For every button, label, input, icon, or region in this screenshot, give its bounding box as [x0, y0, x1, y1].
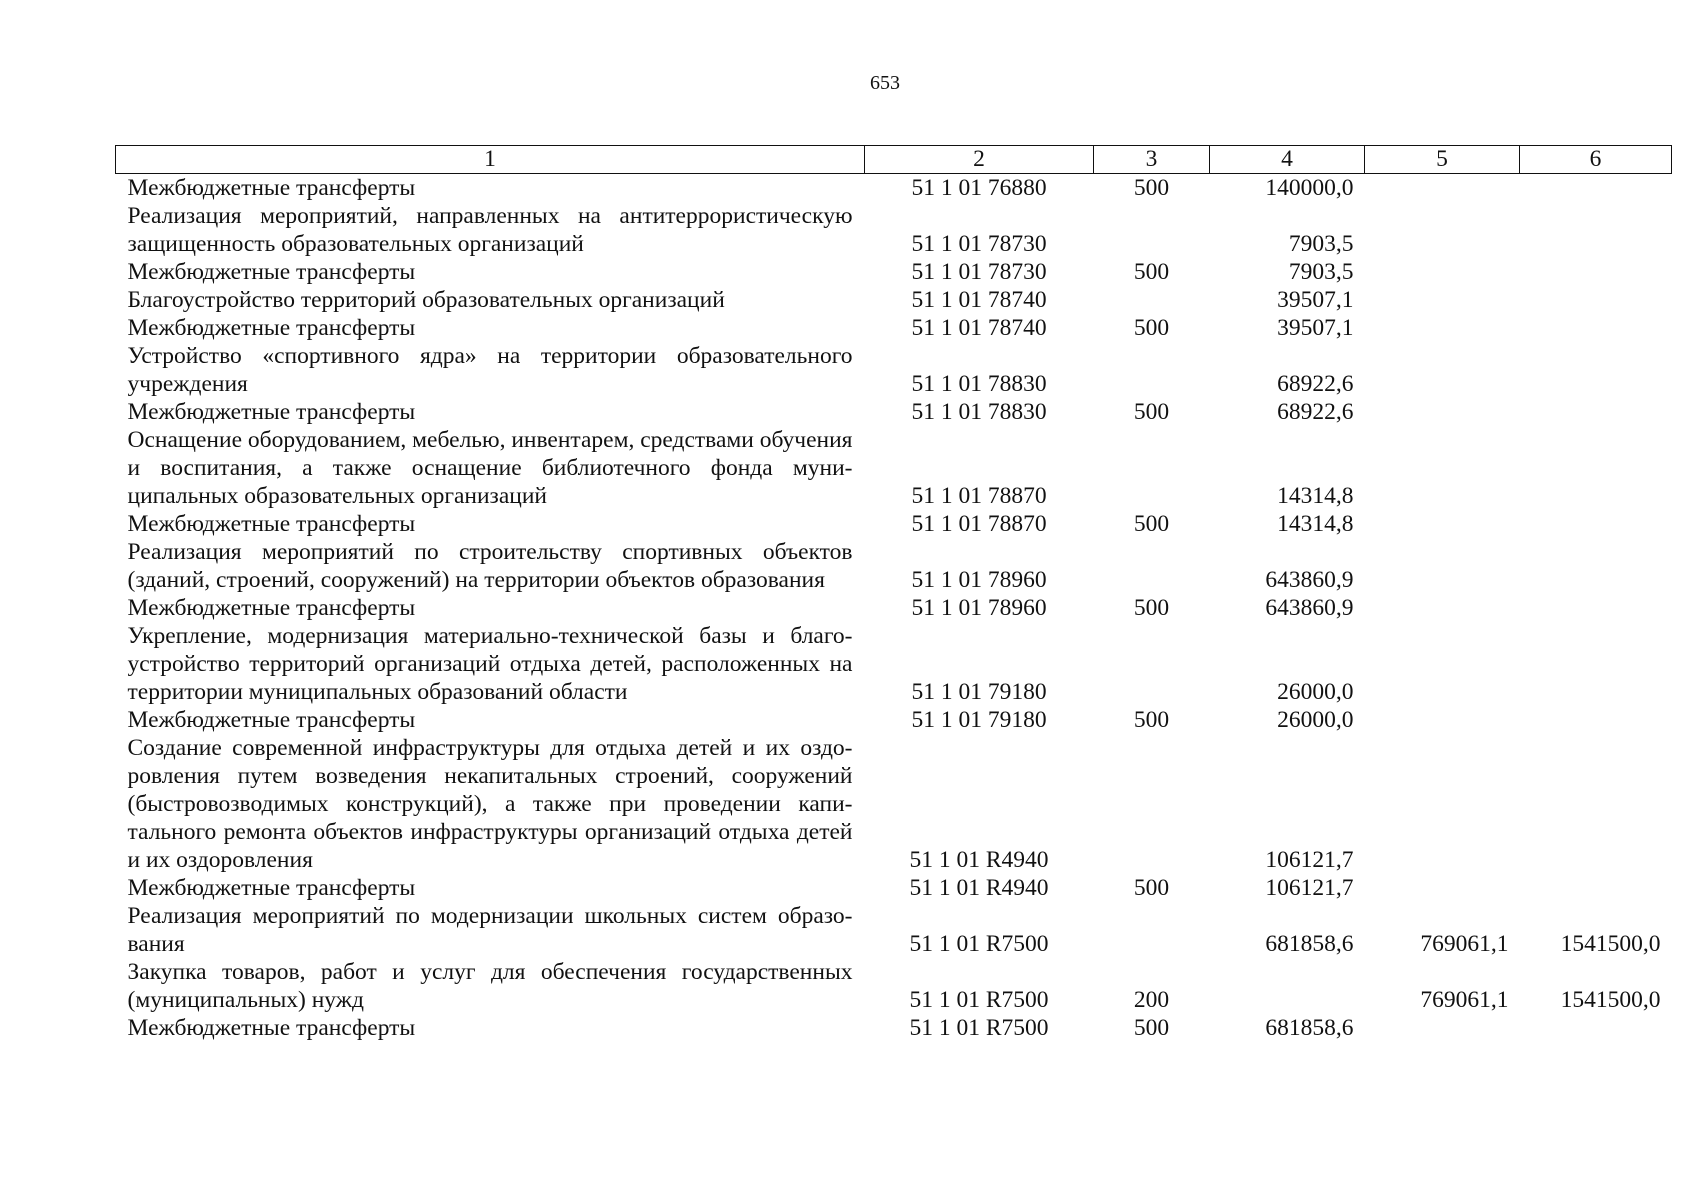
- row-expense-type: 500: [1133, 315, 1170, 341]
- column-header-sum-2: 5: [1365, 146, 1520, 174]
- row-sum-3: 1541500,0: [1560, 987, 1661, 1013]
- row-sum-1: 643860,9: [1265, 567, 1354, 593]
- row-sum-3: [1520, 258, 1672, 286]
- row-name: Межбюджетные трансферты: [127, 595, 416, 621]
- row-sum-2: [1365, 734, 1520, 874]
- row-sum-3: [1520, 538, 1672, 594]
- row-sum-1: 106121,7: [1265, 847, 1354, 873]
- row-name: Межбюджетные трансферты: [127, 175, 416, 201]
- row-sum-3: [1520, 622, 1672, 706]
- row-code: 51 1 01 78830: [911, 399, 1047, 425]
- row-name: Межбюджетные трансферты: [127, 1015, 416, 1041]
- row-expense-type: 500: [1133, 1015, 1170, 1041]
- table-body: [116, 174, 1672, 1043]
- row-sum-2: [1365, 342, 1520, 398]
- row-expense-type: 500: [1133, 595, 1170, 621]
- row-sum-3: [1520, 202, 1672, 258]
- row-sum-2: [1365, 174, 1520, 203]
- table-row: [116, 874, 1672, 902]
- row-name: Реализация мероприятий по модернизации школьных систем образования: [127, 903, 853, 957]
- column-header-sum-3: 6: [1520, 146, 1672, 174]
- row-sum-1: 26000,0: [1277, 679, 1354, 705]
- row-expense-type: [1094, 734, 1210, 874]
- row-expense-type: [1094, 286, 1210, 314]
- table-row: [116, 258, 1672, 286]
- row-expense-type: [1094, 538, 1210, 594]
- row-sum-1: 681858,6: [1265, 931, 1354, 957]
- row-sum-2: [1365, 706, 1520, 734]
- row-sum-1: 68922,6: [1277, 399, 1354, 425]
- table-row: [116, 622, 1672, 706]
- row-sum-2: [1365, 510, 1520, 538]
- row-name: Межбюджетные трансферты: [127, 259, 416, 285]
- row-code: 51 1 01 78740: [911, 287, 1047, 313]
- row-name: Закупка товаров, работ и услуг для обеспечения государственных (муниципальных) нужд: [127, 959, 853, 1013]
- row-sum-3: [1520, 734, 1672, 874]
- table-row: [116, 202, 1672, 258]
- row-sum-1: 7903,5: [1288, 231, 1354, 257]
- row-name: Межбюджетные трансферты: [127, 511, 416, 537]
- column-header-name: 1: [116, 146, 865, 174]
- row-sum-1: 39507,1: [1277, 287, 1354, 313]
- row-name: Оснащение оборудованием, мебелью, инвентарем, средствами обучения и воспитания, а также оснащение библиотечного фонда муниципальных образовательных организаций: [127, 427, 853, 509]
- table-header: [116, 146, 1672, 174]
- row-code: 51 1 01 78870: [911, 511, 1047, 537]
- row-sum-2: [1365, 398, 1520, 426]
- row-expense-type: [1094, 902, 1210, 958]
- page-number: 653: [870, 72, 900, 94]
- table-row: [116, 734, 1672, 874]
- row-code: 51 1 01 78730: [911, 231, 1047, 257]
- row-name: Благоустройство территорий образовательных организаций: [127, 287, 725, 313]
- row-code: 51 1 01 79180: [911, 679, 1047, 705]
- row-code: 51 1 01 R7500: [909, 931, 1049, 957]
- budget-table: [115, 145, 1672, 1042]
- row-sum-3: [1520, 314, 1672, 342]
- row-sum-2: [1365, 426, 1520, 510]
- table-row: [116, 426, 1672, 510]
- row-name: Устройство «спортивного ядра» на территории образовательного учреждения: [127, 343, 853, 397]
- row-name: Межбюджетные трансферты: [127, 315, 416, 341]
- table-row: [116, 538, 1672, 594]
- row-code: 51 1 01 R4940: [909, 875, 1049, 901]
- column-header-expense-type: 3: [1094, 146, 1210, 174]
- row-sum-3: [1520, 1014, 1672, 1042]
- row-code: 51 1 01 R7500: [909, 1015, 1049, 1041]
- row-code: 51 1 01 78870: [911, 483, 1047, 509]
- row-sum-3: [1520, 426, 1672, 510]
- row-expense-type: 500: [1133, 399, 1170, 425]
- table-row: [116, 594, 1672, 622]
- row-sum-2: [1365, 594, 1520, 622]
- row-code: 51 1 01 78960: [911, 567, 1047, 593]
- table-row: [116, 1014, 1672, 1042]
- row-name: Межбюджетные трансферты: [127, 399, 416, 425]
- row-sum-1: 14314,8: [1277, 511, 1354, 537]
- row-expense-type: [1094, 622, 1210, 706]
- row-sum-3: [1520, 510, 1672, 538]
- row-sum-2: [1365, 286, 1520, 314]
- row-sum-2: [1365, 622, 1520, 706]
- row-sum-2: 769061,1: [1420, 987, 1509, 1013]
- row-code: 51 1 01 79180: [911, 707, 1047, 733]
- row-sum-2: [1365, 258, 1520, 286]
- row-sum-1: [1210, 958, 1365, 1014]
- row-expense-type: [1094, 426, 1210, 510]
- row-sum-3: [1520, 594, 1672, 622]
- row-code: 51 1 01 78830: [911, 371, 1047, 397]
- row-sum-3: [1520, 706, 1672, 734]
- row-name: Создание современной инфраструктуры для отдыха детей и их оздоровления путем возведения некапитальных строений, сооружений (быстровозводимых конструкций), а также при проведении капитального ремонта объектов инфраструктуры организаций отдыха детей и их оздоровления: [127, 735, 853, 873]
- row-expense-type: 500: [1133, 511, 1170, 537]
- row-code: 51 1 01 76880: [911, 175, 1047, 201]
- row-sum-1: 140000,0: [1265, 175, 1354, 201]
- row-sum-2: [1365, 1014, 1520, 1042]
- table-row: [116, 314, 1672, 342]
- row-sum-3: [1520, 342, 1672, 398]
- row-name: Межбюджетные трансферты: [127, 707, 416, 733]
- row-sum-1: 7903,5: [1288, 259, 1354, 285]
- row-sum-1: 106121,7: [1265, 875, 1354, 901]
- row-sum-3: [1520, 286, 1672, 314]
- row-code: 51 1 01 78740: [911, 315, 1047, 341]
- row-sum-1: 681858,6: [1265, 1015, 1354, 1041]
- row-sum-2: [1365, 314, 1520, 342]
- table-row: [116, 342, 1672, 398]
- table-row: [116, 398, 1672, 426]
- row-name: Укрепление, модернизация материально-технической базы и благоустройство территорий организаций отдыха детей, расположенных на территории муниципальных образований области: [127, 623, 853, 705]
- table-row: [116, 174, 1672, 203]
- row-sum-1: 39507,1: [1277, 315, 1354, 341]
- row-expense-type: [1094, 342, 1210, 398]
- row-sum-2: [1365, 202, 1520, 258]
- row-sum-3: 1541500,0: [1560, 931, 1661, 957]
- table-row: [116, 902, 1672, 958]
- row-sum-2: [1365, 874, 1520, 902]
- row-sum-1: 26000,0: [1277, 707, 1354, 733]
- row-name: Реализация мероприятий по строительству спортивных объектов (зданий, строений, сооружений) на территории объектов образования: [127, 539, 853, 593]
- header-row: [116, 146, 1672, 174]
- table-row: [116, 706, 1672, 734]
- column-header-sum-1: 4: [1210, 146, 1365, 174]
- row-code: 51 1 01 78960: [911, 595, 1047, 621]
- row-name: Межбюджетные трансферты: [127, 875, 416, 901]
- table-row: [116, 958, 1672, 1014]
- row-code: 51 1 01 R7500: [909, 987, 1049, 1013]
- row-sum-3: [1520, 874, 1672, 902]
- table-row: [116, 510, 1672, 538]
- table-row: [116, 286, 1672, 314]
- row-sum-1: 643860,9: [1265, 595, 1354, 621]
- row-code: 51 1 01 78730: [911, 259, 1047, 285]
- row-sum-1: 14314,8: [1277, 483, 1354, 509]
- row-expense-type: 500: [1133, 259, 1170, 285]
- row-sum-1: 68922,6: [1277, 371, 1354, 397]
- row-expense-type: 200: [1133, 987, 1170, 1013]
- row-code: 51 1 01 R4940: [909, 847, 1049, 873]
- row-expense-type: 500: [1133, 875, 1170, 901]
- row-sum-3: [1520, 174, 1672, 203]
- row-sum-2: [1365, 538, 1520, 594]
- row-expense-type: 500: [1133, 707, 1170, 733]
- column-header-code: 2: [865, 146, 1094, 174]
- row-sum-3: [1520, 398, 1672, 426]
- row-name: Реализация мероприятий, направленных на антитеррористическую защищенность образовательных организаций: [127, 203, 853, 257]
- row-expense-type: [1094, 202, 1210, 258]
- row-expense-type: 500: [1133, 175, 1170, 201]
- row-sum-2: 769061,1: [1420, 931, 1509, 957]
